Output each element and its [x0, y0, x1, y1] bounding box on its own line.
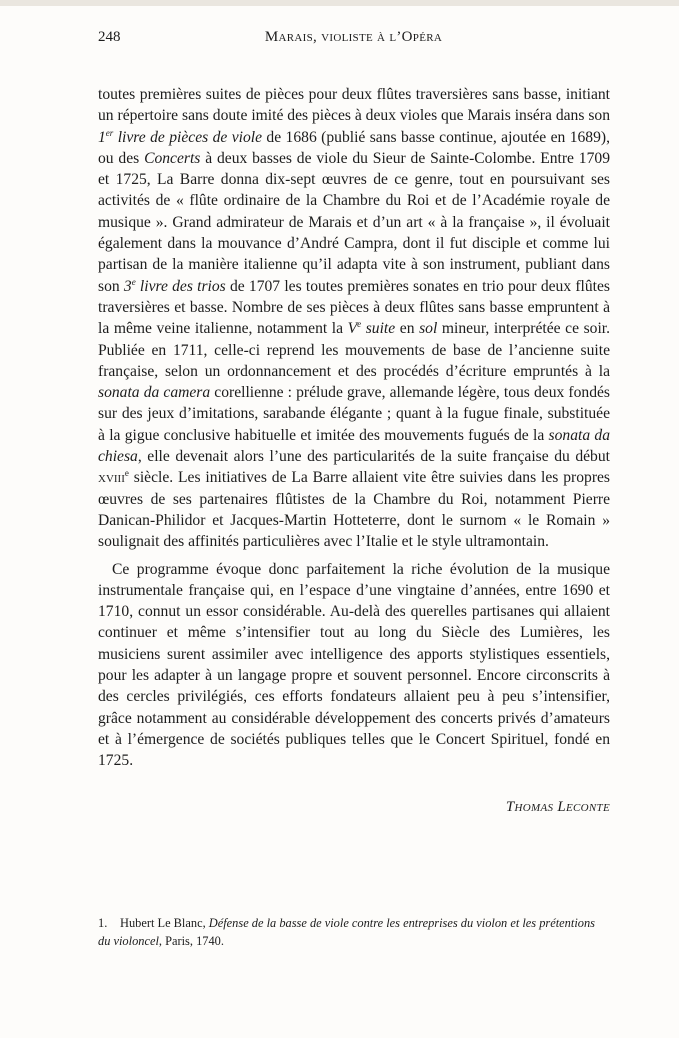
footnote-text: Hubert Le Blanc, Défense de la basse de viole contre les entreprises du violon et les prétentions du violoncel, Paris, 1740.	[98, 916, 595, 948]
text-segment-12: e	[357, 319, 362, 330]
text-segment-1: Défense de la basse de viole contre les entreprises du violon et les prétentions du violoncel	[98, 916, 595, 948]
text-segment-19: sonata da chiesa	[98, 426, 610, 466]
text-segment-1: 1	[98, 128, 106, 146]
text-segment-13: suite	[361, 320, 396, 338]
text-segment-8: e	[131, 276, 136, 287]
paragraph-1: toutes premières suites de pièces pour deux flûtes traversières sans basse, initiant un répertoire sans doute imité des pièces à deux violes que Marais inséra dans son 1er livre de pièces de viole de 1686 (publié sans basse continue, ajoutée en 1689), ou des Concerts à deux basses de viole du Sieur de Sainte-Colombe. Entre 1709 et 1725, La Barre donna dix-sept œuvres de ce genre, tout en poursuivant ses activités de « flûte ordinaire de la Chambre du Roi et de l’Académie royale de musique ». Grand admirateur de Marais et d’un art « à la française », il évoluait également dans la mouvance d’André Campra, dont il fut disciple et comme lui partisan de la manière italienne qu’il adapta vite à son instrument, publiant dans son 3e livre des trios de 1707 les toutes premières sonates en trio pour deux flûtes traversières et basse. Nombre de ses pièces à deux flûtes sans basse empruntent à la même veine italienne, notamment la Ve suite en sol mineur, interprétée ce soir. Publiée en 1711, celle-ci reprend les mouvements de base de l’ancienne suite française, selon un ordonnancement et des procédés d’écriture empruntés à la sonata da camera corellienne : prélude grave, allemande légère, tous deux fondés sur des jeux d’imitations, sarabande élégante ; quant à la fugue finale, substituée à la gigue conclusive habituelle et imitée des mouvements fugués de la sonata da chiesa, elle devenait alors l’une des particularités de la suite française du début xviii$^e$ siècle. Les initiatives de La Barre allaient vite être suivies dans les propres œuvres de ses partenaires flûtistes de la Chambre du Roi, notamment Pierre Danican-Philidor et Jacques-Martin Hotteterre, dont le surnom « le Romain » soulignait des affinités particulières avec l’Italie et le style ultramontain.	[98, 86, 611, 551]
footnote-1	[98, 914, 610, 950]
text-segment-15: sol	[419, 320, 438, 338]
paragraph-2: Ce programme évoque donc parfaitement la riche évolution de la musique instrumentale française qui, en l’espace d’une vingtaine d’années, entre 1690 et 1710, connut un essor considérable. Au-delà des querelles partisanes qui allaient continuer et même s’intensifier tout au long du Siècle des Lumières, les musiciens surent assimiler avec intelligence des apports stylistiques essentiels, pour les adapter à un langage propre et souvent personnel. Encore circonscrits à des cercles privilégiés, ces efforts fondateurs allaient peu à peu s’intensifier, grâce notamment au considérable développement des concerts privés d’amateurs et à l’émergence de sociétés publiques telles que le Concert Spirituel, fondé en 1725.	[98, 560, 610, 770]
text-segment-7: 3	[123, 277, 132, 295]
text-segment-17: sonata da camera	[98, 384, 211, 402]
article-body	[98, 84, 610, 772]
text-segment-3: livre de pièces de viole	[113, 128, 263, 146]
page-edge	[0, 0, 679, 6]
page-header	[98, 29, 609, 51]
text-segment-2: er	[105, 127, 114, 138]
footnote-number: 1.	[98, 916, 108, 930]
text-segment-21: xviii	[98, 469, 125, 487]
text-segment-9: livre des trios	[135, 277, 226, 295]
page-number: 248	[98, 29, 121, 45]
text-segment-22: e	[124, 468, 129, 479]
text-segment-5: Concerts	[144, 149, 201, 167]
running-head	[98, 29, 609, 46]
running-head-text: Marais, violiste à l’Opéra	[264, 29, 443, 45]
text-segment-11: V	[347, 320, 358, 338]
author-signature: Thomas Leconte	[505, 799, 610, 815]
